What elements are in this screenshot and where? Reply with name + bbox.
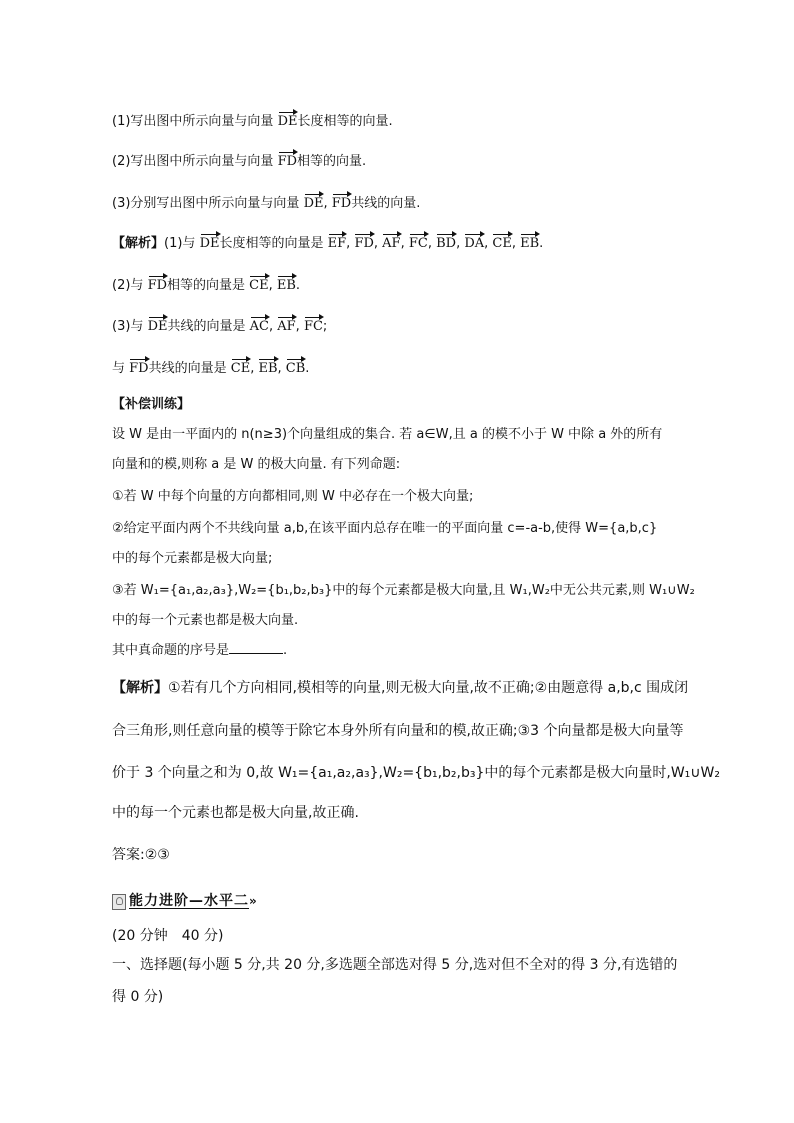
fill-text: 其中真命题的序号是: [112, 643, 230, 658]
vector-item: EB: [258, 357, 277, 379]
solution-line: 合三角形,则任意向量的模等于除它本身外所有向量和的模,故正确;③3 个向量都是极大向量等: [112, 723, 684, 739]
double-arrow-icon: »: [249, 894, 257, 908]
practice-title: 【补偿训练】: [112, 397, 191, 412]
solution-text: ①若有几个方向相同,模相等的向量,则无极大向量,故不正确;②由题意得 a,b,c 围成闭: [168, 680, 689, 696]
vector-item: CE: [249, 274, 268, 296]
proposition-3: ③若 W₁={a₁,a₂,a₃},W₂={b₁,b₂,b₃}中的每个元素都是极大向量,且 W₁,W₂中无公共元素,则 W₁∪W₂: [112, 583, 695, 598]
question-fill: [112, 641, 287, 661]
proposition-2: ②给定平面内两个不共线向量 a,b,在该平面内总存在唯一的平面向量 c=-a-b,使得 W={a,b,c}: [112, 521, 658, 536]
question-3: [112, 192, 420, 214]
vector-item: AF: [277, 315, 295, 337]
a3-end: ;: [322, 319, 328, 334]
q3-text: (3)分别写出图中所示向量与向量: [112, 196, 300, 211]
answer-3: (3)与 DE共线的向量是 AC, AF, FC;: [112, 315, 327, 337]
vector-fd: FD: [129, 357, 148, 379]
lightbulb-icon: [112, 894, 126, 910]
a1-end: .: [539, 236, 544, 251]
a3-mid: 共线的向量是: [167, 319, 246, 334]
vector-item: FC: [409, 232, 428, 254]
proposition-1: ①若 W 中每个向量的方向都相同,则 W 中必存在一个极大向量;: [112, 489, 474, 504]
vector-de: DE: [304, 192, 324, 214]
vector-item: EF: [328, 232, 347, 254]
section-title: 能力进阶—水平二: [129, 893, 249, 909]
vector-item: AC: [250, 315, 269, 337]
vector-item: CE: [492, 232, 511, 254]
vector-item: FD: [354, 232, 373, 254]
vector-item: EB: [277, 274, 296, 296]
vector-item: EB: [520, 232, 539, 254]
time-limit: (20 分钟 40 分): [112, 928, 224, 944]
vector-de: DE: [200, 232, 220, 254]
part-heading: 一、选择题(每小题 5 分,共 20 分,多选题全部选对得 5 分,选对但不全对的得 3 分,有选错的: [112, 957, 678, 973]
part-heading-cont: 得 0 分): [112, 989, 164, 1005]
a2-pre: (2)与: [112, 278, 144, 293]
analysis-tag: 【解析】: [112, 236, 165, 251]
vector-item: CB: [286, 357, 306, 379]
answer-1: 【解析】(1)与 DE长度相等的向量是 EF, FD, AF, FC, BD, DA, CE, EB.: [112, 232, 543, 254]
section-header: [112, 891, 257, 912]
q2-tail: 相等的向量.: [297, 154, 367, 169]
q1-text: (1)写出图中所示向量与向量: [112, 114, 274, 129]
question-2: [112, 150, 366, 172]
vector-item: CE: [231, 357, 250, 379]
vector-fd: FD: [278, 150, 297, 172]
practice-line: 向量和的模,则称 a 是 W 的极大向量. 有下列命题:: [112, 457, 401, 472]
q1-tail: 长度相等的向量.: [297, 114, 393, 129]
practice-line: 设 W 是由一平面内的 n(n≥3)个向量组成的集合. 若 a∈W,且 a 的模不小于 W 中除 a 外的所有: [112, 427, 663, 442]
analysis-tag: 【解析】: [112, 680, 168, 696]
a2-mid: 相等的向量是: [167, 278, 246, 293]
answer-line: 答案:②③: [112, 847, 170, 863]
proposition-3-cont: 中的每一个元素也都是极大向量.: [112, 613, 299, 628]
a4-mid: 共线的向量是: [148, 361, 227, 376]
fill-end: .: [283, 643, 288, 658]
proposition-2-cont: 中的每个元素都是极大向量;: [112, 551, 273, 566]
vector-fd: FD: [148, 274, 167, 296]
vector-fd: FD: [332, 192, 351, 214]
solution-line: 价于 3 个向量之和为 0,故 W₁={a₁,a₂,a₃},W₂={b₁,b₂,b₃}中的每个元素都是极大向量时,W₁∪W₂: [112, 765, 720, 781]
vector-item: BD: [436, 232, 456, 254]
a4-end: .: [305, 361, 310, 376]
vector-item: FC: [304, 315, 323, 337]
vector-de: DE: [278, 110, 298, 132]
solution-line: 中的每一个元素也都是极大向量,故正确.: [112, 805, 359, 821]
q2-text: (2)写出图中所示向量与向量: [112, 154, 274, 169]
a3-pre: (3)与: [112, 319, 144, 334]
vector-de: DE: [148, 315, 168, 337]
answer-4: 与 FD共线的向量是 CE, EB, CB.: [112, 357, 309, 379]
q3-tail: 共线的向量.: [351, 196, 421, 211]
q3-sep: ,: [323, 196, 328, 211]
a4-pre: 与: [112, 361, 126, 376]
answer-2: (2)与 FD相等的向量是 CE, EB.: [112, 274, 300, 296]
a1-pre: (1)与: [164, 236, 196, 251]
question-1: [112, 110, 393, 132]
solution-line: [112, 678, 688, 698]
vector-item: DA: [464, 232, 484, 254]
vector-item: AF: [382, 232, 400, 254]
answer-blank: [229, 641, 283, 654]
a2-end: .: [295, 278, 301, 293]
a1-mid: 长度相等的向量是: [219, 236, 324, 251]
